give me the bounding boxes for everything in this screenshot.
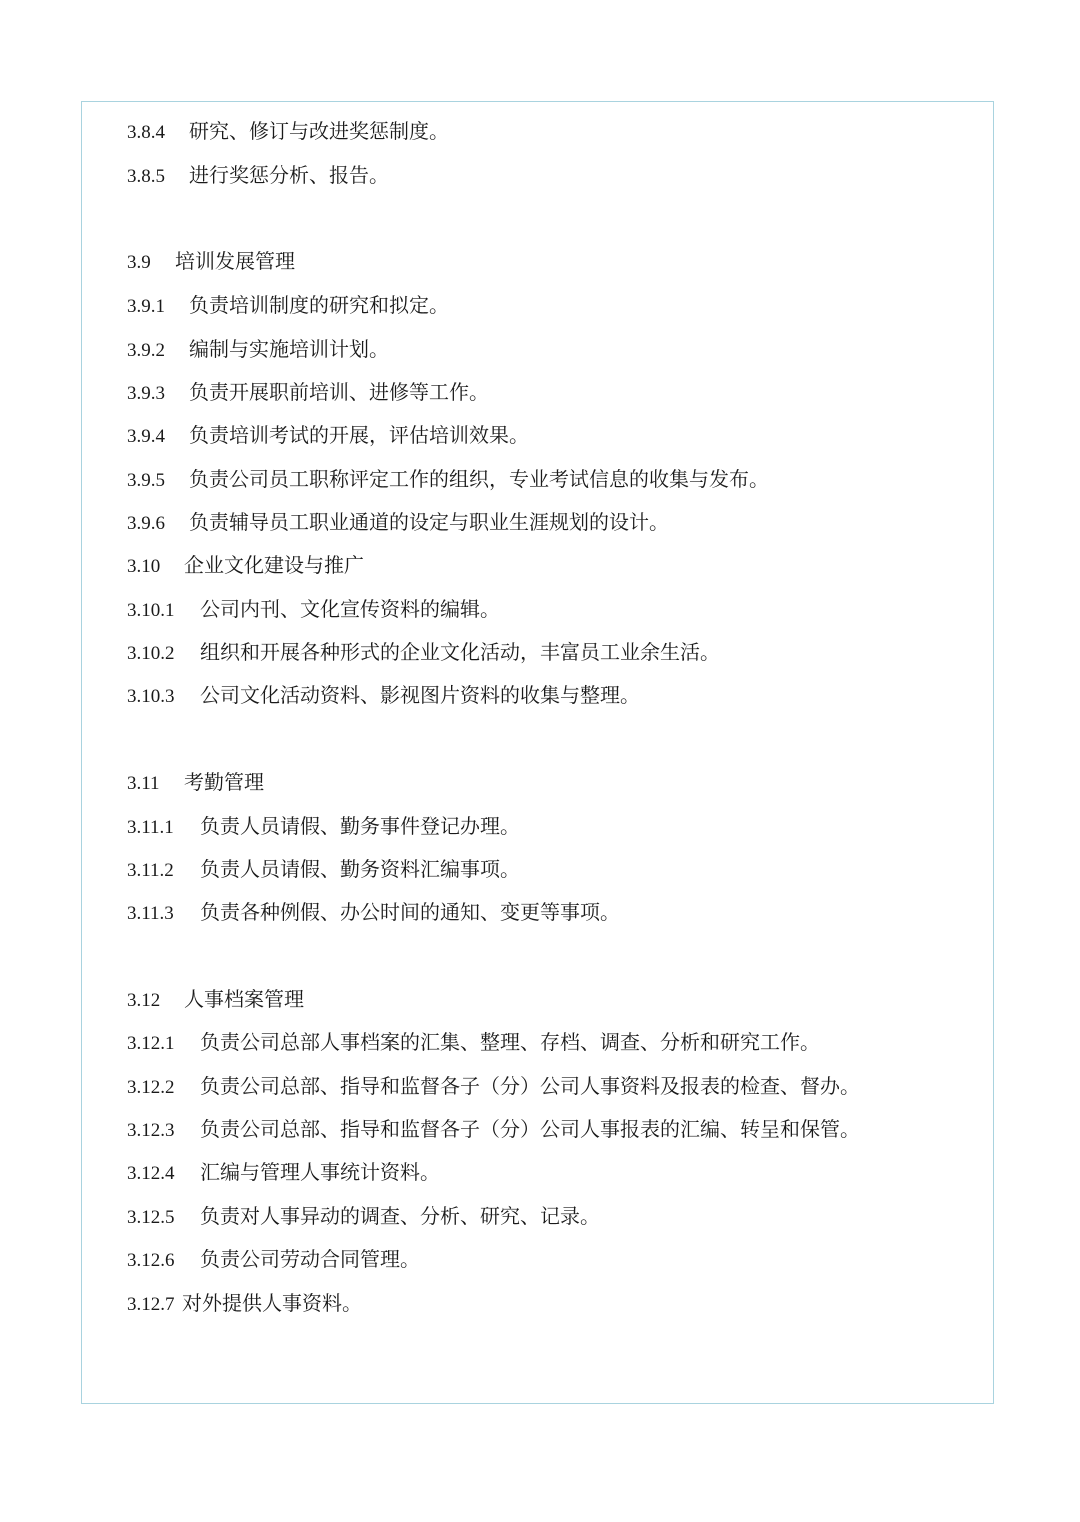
item-text: 负责公司员工职称评定工作的组织，专业考试信息的收集与发布。 [189,467,769,491]
item-number: 3.12.7 [127,1294,175,1315]
item-number: 3.12.6 [127,1250,175,1271]
list-item [127,377,489,407]
list-item [127,116,449,146]
item-number: 3.9.2 [127,340,165,361]
list-item [127,1114,860,1144]
item-number: 3.12.3 [127,1120,175,1141]
section-heading [127,984,304,1014]
item-text: 负责人员请假、勤务事件登记办理。 [200,814,520,838]
section-number: 3.9 [127,252,151,273]
item-number: 3.10.1 [127,600,175,621]
list-item [127,1027,820,1057]
item-text: 公司内刊、文化宣传资料的编辑。 [200,597,500,621]
section-title: 考勤管理 [184,770,264,794]
item-number: 3.12.5 [127,1207,175,1228]
section-heading [127,767,264,797]
item-text: 汇编与管理人事统计资料。 [200,1160,440,1184]
list-item [127,637,720,667]
item-number: 3.12.2 [127,1077,175,1098]
item-text: 负责对人事异动的调查、分析、研究、记录。 [200,1204,600,1228]
item-text: 负责人员请假、勤务资料汇编事项。 [200,857,520,881]
list-item [127,1071,860,1101]
item-text: 编制与实施培训计划。 [189,337,389,361]
item-text: 负责公司劳动合同管理。 [200,1247,420,1271]
list-item [127,1157,440,1187]
item-number: 3.11.3 [127,903,174,924]
item-number: 3.12.1 [127,1033,175,1054]
item-text: 负责培训制度的研究和拟定。 [189,293,449,317]
item-number: 3.9.4 [127,426,165,447]
list-item [127,1201,600,1231]
item-text: 对外提供人事资料。 [182,1291,362,1315]
list-item [127,1244,420,1274]
section-number: 3.12 [127,990,161,1011]
item-text: 公司文化活动资料、影视图片资料的收集与整理。 [200,683,640,707]
list-item [127,811,520,841]
list-item [127,594,500,624]
section-heading [127,246,295,276]
item-number: 3.10.2 [127,643,175,664]
item-text: 负责培训考试的开展，评估培训效果。 [189,423,529,447]
item-text: 研究、修订与改进奖惩制度。 [189,119,449,143]
item-text: 进行奖惩分析、报告。 [189,163,389,187]
list-item [127,290,449,320]
item-number: 3.8.4 [127,122,165,143]
item-number: 3.9.5 [127,470,165,491]
list-item [127,420,529,450]
item-number: 3.12.4 [127,1163,175,1184]
list-item [127,464,769,494]
section-number: 3.11 [127,773,160,794]
section-title: 培训发展管理 [175,249,295,273]
item-text: 负责辅导员工职业通道的设定与职业生涯规划的设计。 [189,510,669,534]
list-item [127,334,389,364]
item-number: 3.10.3 [127,686,175,707]
section-title: 人事档案管理 [184,987,304,1011]
section-heading [127,550,364,580]
list-item [127,680,640,710]
item-number: 3.8.5 [127,166,165,187]
item-text: 负责公司总部人事档案的汇集、整理、存档、调查、分析和研究工作。 [200,1030,820,1054]
section-title: 企业文化建设与推广 [184,553,364,577]
list-item [127,507,669,537]
list-item [127,854,520,884]
item-text: 组织和开展各种形式的企业文化活动，丰富员工业余生活。 [200,640,720,664]
list-item [127,160,389,190]
item-text: 负责开展职前培训、进修等工作。 [189,380,489,404]
list-item [127,1288,362,1318]
item-number: 3.9.1 [127,296,165,317]
item-number: 3.9.3 [127,383,165,404]
item-text: 负责各种例假、办公时间的通知、变更等事项。 [200,900,620,924]
list-item [127,897,620,927]
item-text: 负责公司总部、指导和监督各子（分）公司人事报表的汇编、转呈和保管。 [200,1117,860,1141]
item-number: 3.11.2 [127,860,174,881]
item-number: 3.11.1 [127,817,174,838]
item-text: 负责公司总部、指导和监督各子（分）公司人事资料及报表的检查、督办。 [200,1074,860,1098]
section-number: 3.10 [127,556,161,577]
item-number: 3.9.6 [127,513,165,534]
